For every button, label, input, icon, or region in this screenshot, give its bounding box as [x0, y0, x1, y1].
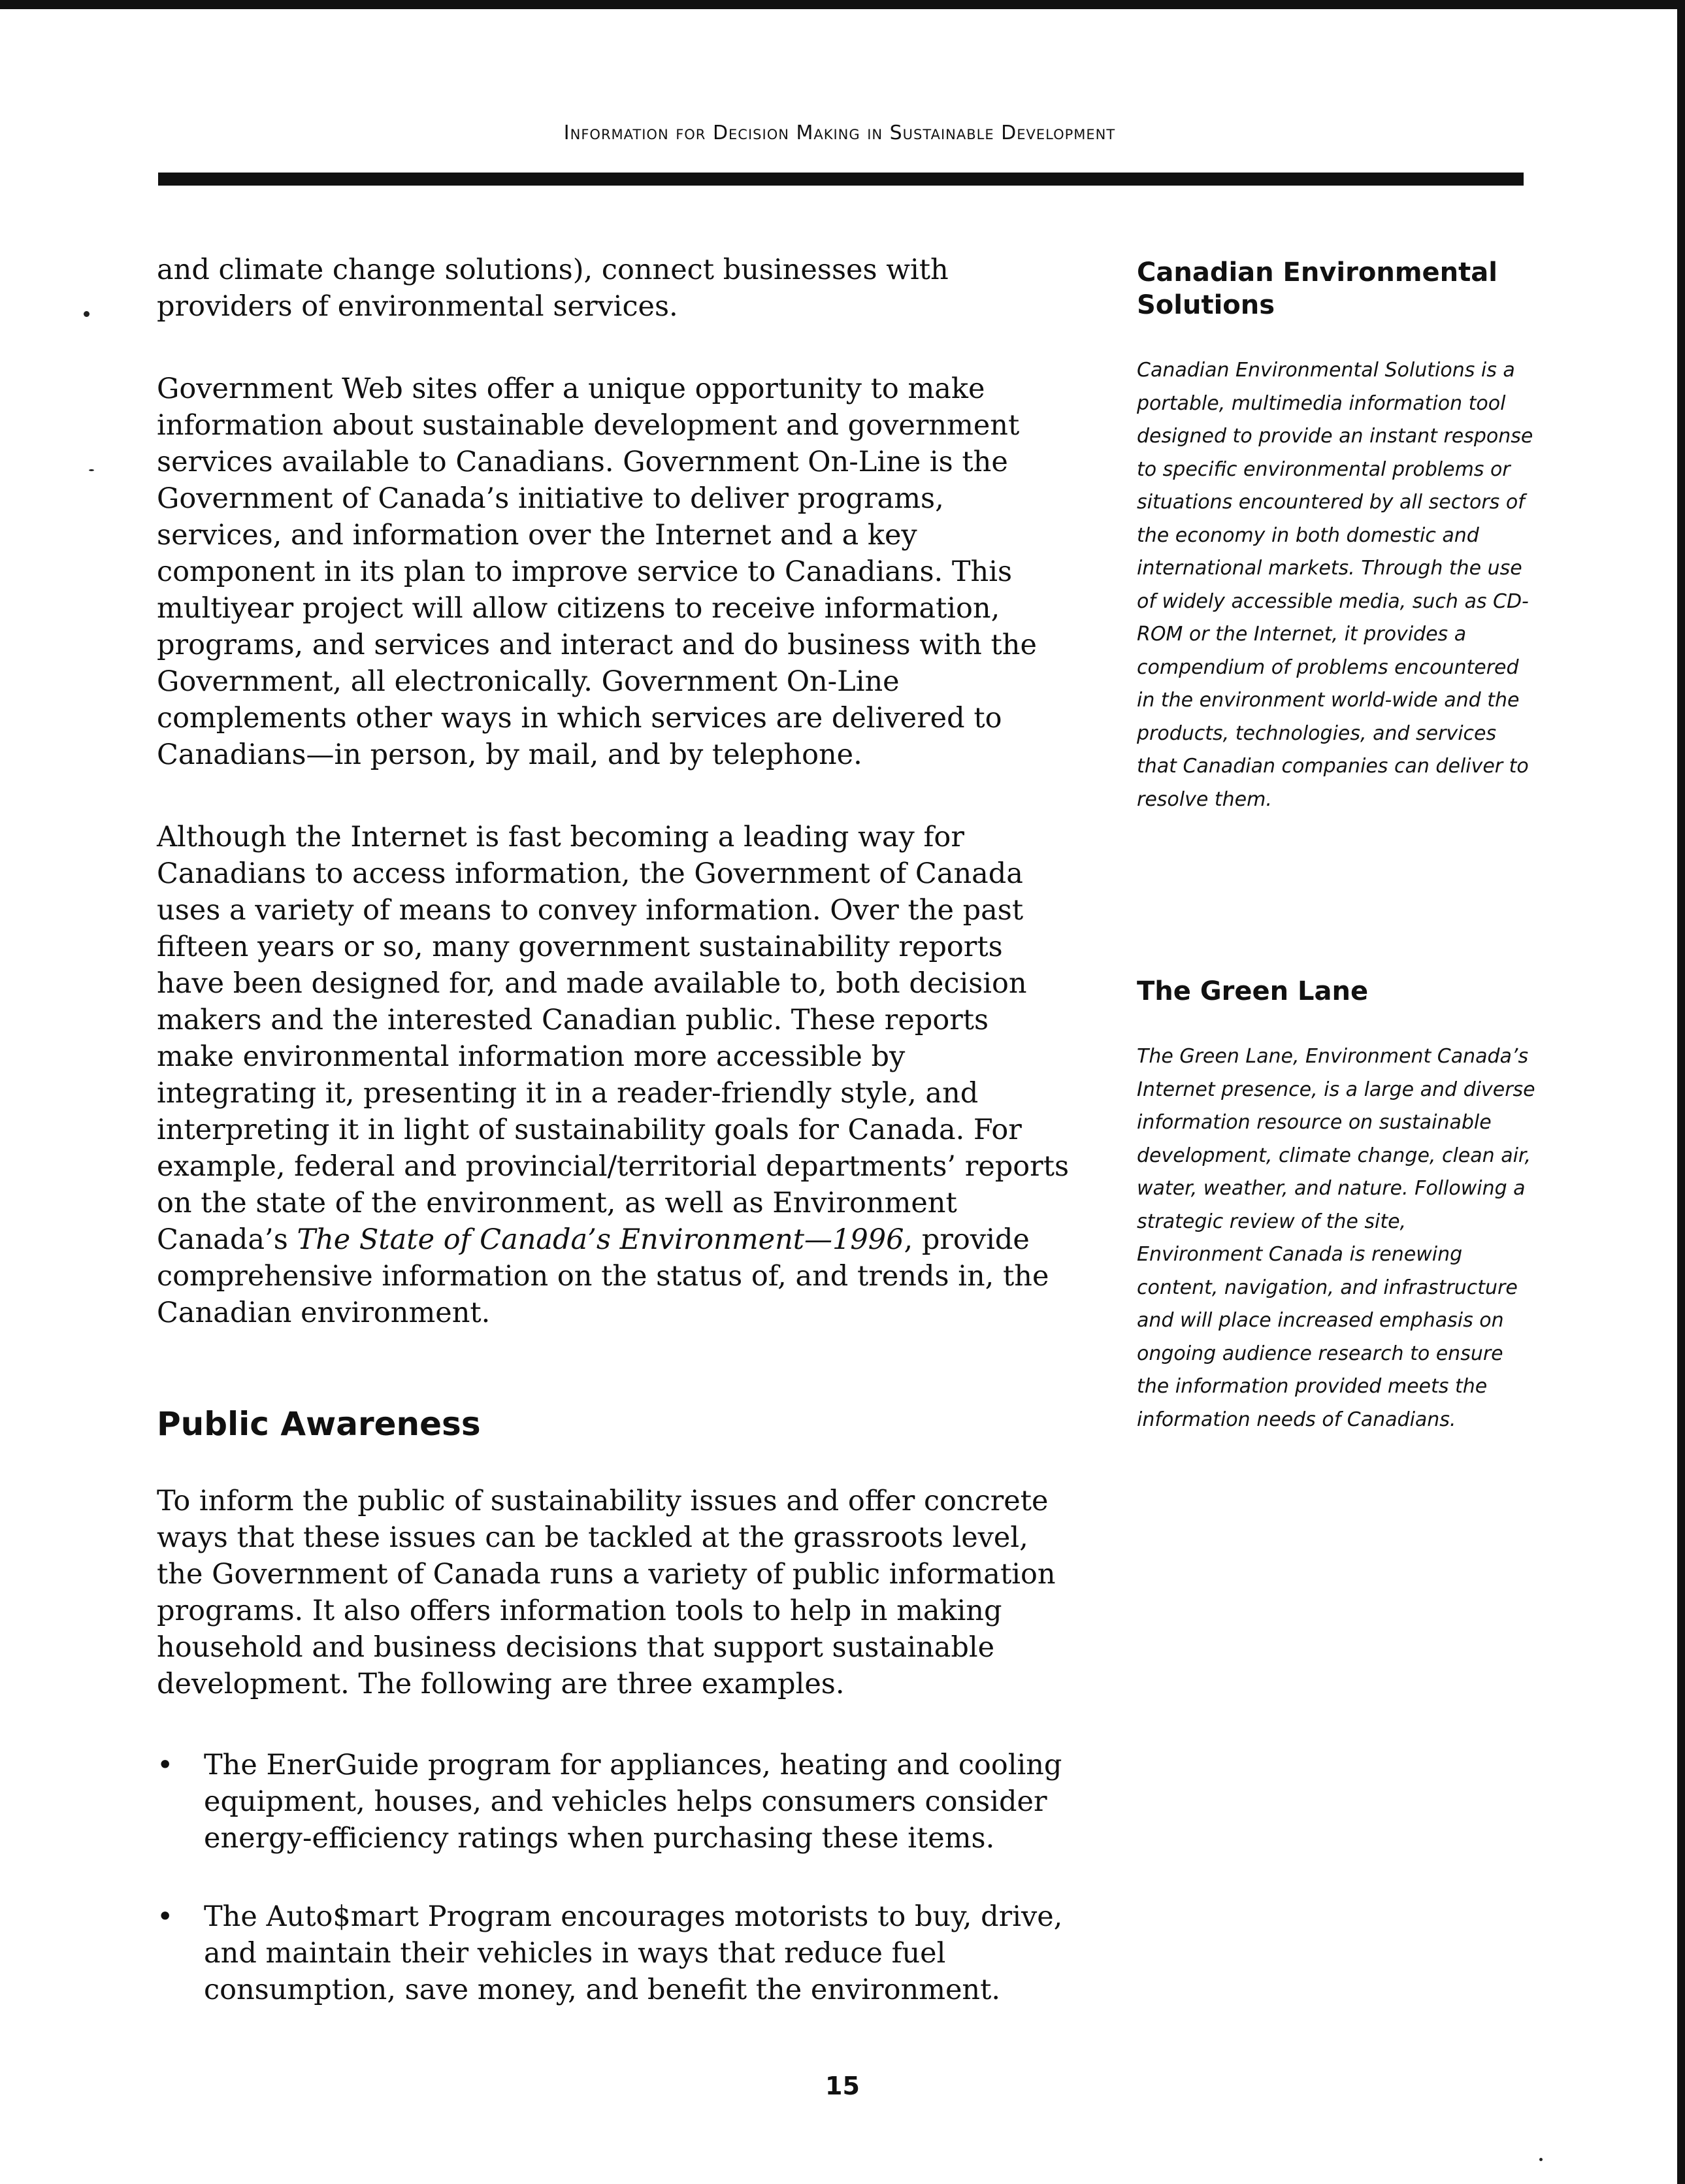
sidebar-body-green-lane: The Green Lane, Environment Canada’s Internet presence, is a large and diverse information resource on sustainable development, climate change, clean air, water, weather, and nature. Following a strategic review of the site, Environment Canada is renewing content, navigation, and infrastructure and will place increased emphasis on ongoing audience research to ensure the information provided meets the information needs of Canadians.: [1137, 1045, 1535, 1431]
sidebar-body-canadian-environmental-solutions: Canadian Environmental Solutions is a portable, multimedia information tool designed to provide an instant response to specific environmental problems or situations encountered by all sectors of the economy in both domestic and international markets. Through the use of widely accessible media, such as CD-ROM or the Internet, it provides a compendium of problems encountered in the environment world-wide and the products, technologies, and services that Canadian companies can deliver to resolve them.: [1137, 359, 1533, 811]
list-item-automart: • The Auto$mart Program encourages motorists to buy, drive, and maintain their vehicles in ways that reduce fuel consumption, save money, and benefit the environment.: [157, 1898, 1072, 2008]
paragraph-public-awareness: To inform the public of sustainability issues and offer concrete ways that these issues can be tackled at the grassroots level, the Government of Canada runs a variety of public information programs. It also offers information tools to help in making household and business decisions that support sustainable development. The following are three examples.: [157, 1485, 1056, 1700]
scan-speck: [1539, 2158, 1543, 2161]
page-number: 15: [825, 2072, 860, 2100]
paragraph-government-web-sites: Government Web sites offer a unique opportunity to make information about sustainable development and government services available to Canadians. Government On-Line is the Government of Canada’s initiative to deliver programs, services, and information over the Internet and a key component in its plan to improve service to Canadians. This multiyear project will allow citizens to receive information, programs, and services and interact and do business with the Government, all electronically. Government On-Line complements other ways in which services are delivered to Canadians—in person, by mail, and by telephone.: [157, 372, 1037, 771]
sidebar-block-green-lane: [1137, 975, 1535, 1436]
paragraph-reports: [157, 819, 1072, 1331]
scan-edge-right: [1677, 0, 1685, 2184]
list-item-energuide: • The EnerGuide program for appliances, heating and cooling equipment, houses, and vehicles helps consumers consider energy-efficiency ratings when purchasing these items.: [157, 1747, 1072, 1857]
header-rule: [158, 173, 1524, 186]
sidebar: [1137, 256, 1535, 1431]
paragraph-reports-text-after: , provide comprehensive information on the status of, and trends in, the Canadian environment.: [157, 1223, 1049, 1329]
paragraph-continuation: and climate change solutions), connect businesses with providers of environmental services.: [157, 254, 949, 323]
running-head: Information for Decision Making in Sustainable Development: [563, 122, 1116, 144]
sidebar-block-canadian-environmental-solutions: [1137, 256, 1535, 816]
scan-speck: [84, 311, 90, 317]
report-title: The State of Canada’s Environment—1996: [297, 1223, 904, 1256]
paragraph-reports-text-before: Although the Internet is fast becoming a leading way for Canadians to access information, the Government of Canada uses a variety of means to convey information. Over the past fifteen years or so, many government sustainability reports have been designed for, and made available to, both decision makers and the interested Canadian public. These reports make environmental information more accessible by integrating it, presenting it in a reader-friendly style, and interpreting it in light of sustainability goals for Canada. For example, federal and provincial/territorial departments’ reports on the state of the environment, as well as Environment Canada’s: [157, 821, 1070, 1256]
section-heading-public-awareness: Public Awareness: [157, 1405, 481, 1443]
main-column: [157, 252, 1072, 2050]
sidebar-heading-green-lane: The Green Lane: [1137, 976, 1369, 1006]
sidebar-heading-canadian-environmental-solutions: Canadian Environmental Solutions: [1137, 257, 1497, 320]
scan-edge-top: [0, 0, 1685, 9]
examples-list: [157, 1747, 1072, 2008]
scan-speck: [89, 469, 94, 471]
